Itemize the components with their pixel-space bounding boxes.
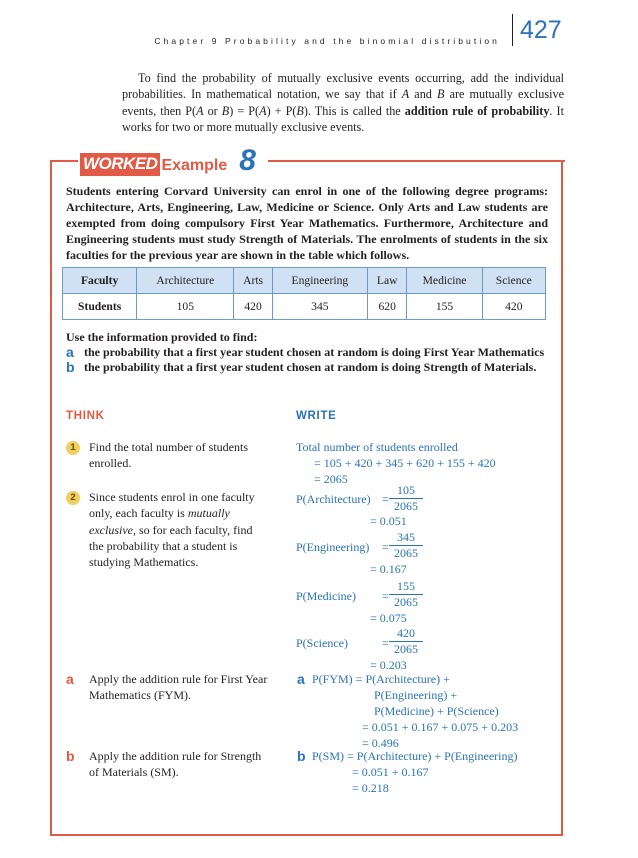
total-line-1: Total number of students enrolled bbox=[296, 440, 458, 454]
p-science-label: P(Science) bbox=[296, 636, 348, 650]
frame-top-right bbox=[268, 160, 565, 162]
fraction-medicine bbox=[388, 579, 424, 610]
table-cell: Law bbox=[367, 268, 406, 294]
fym-line-2: P(Engineering) + bbox=[374, 688, 458, 702]
denominator: 2065 bbox=[394, 499, 418, 513]
denominator: 2065 bbox=[394, 595, 418, 609]
table-cell: Medicine bbox=[407, 268, 482, 294]
p-medicine-label: P(Medicine) bbox=[296, 589, 356, 603]
table-row bbox=[63, 294, 546, 320]
sm-line-2: = 0.051 + 0.167 bbox=[352, 765, 429, 779]
table-cell: 345 bbox=[272, 294, 367, 320]
question-b bbox=[66, 360, 548, 375]
example-label: Example bbox=[161, 157, 228, 174]
table-cell: 105 bbox=[137, 294, 234, 320]
question-intro: Use the information provided to find: bbox=[66, 330, 258, 344]
table-cell: Architecture bbox=[137, 268, 234, 294]
numerator: 345 bbox=[397, 530, 415, 544]
fraction-science bbox=[388, 626, 424, 657]
science-result: = 0.203 bbox=[370, 658, 407, 672]
fym-line-3: P(Medicine) + P(Science) bbox=[374, 704, 499, 718]
row-label-students: Students bbox=[63, 294, 137, 320]
p-architecture-label: P(Architecture) bbox=[296, 492, 371, 506]
architecture-result: = 0.051 bbox=[370, 514, 407, 528]
table-cell: Science bbox=[482, 268, 545, 294]
step-2-text: Since students enrol in one faculty only, each faculty is mutually exclusive, so for each faculty, find the probability that a student is studying Mathematics. bbox=[89, 490, 255, 570]
question-a bbox=[66, 345, 548, 360]
sm-line-1: P(SM) = P(Architecture) + P(Engineering) bbox=[312, 749, 518, 763]
table-cell: 620 bbox=[367, 294, 406, 320]
table-cell: 420 bbox=[482, 294, 545, 320]
part-a-label: a bbox=[66, 344, 74, 361]
equals-sign: = bbox=[382, 540, 389, 554]
page-number: 427 bbox=[520, 16, 562, 44]
think-heading: THINK bbox=[66, 410, 105, 422]
write-heading: WRITE bbox=[296, 410, 337, 422]
question-a-text: the probability that a first year student chosen at random is doing First Year Mathematics bbox=[84, 345, 545, 360]
table-cell: Engineering bbox=[272, 268, 367, 294]
write-part-a-label: a bbox=[297, 671, 305, 687]
numerator: 155 bbox=[397, 579, 415, 593]
total-line-2: = 105 + 420 + 345 + 620 + 155 + 420 bbox=[314, 456, 496, 470]
frame-top-left bbox=[50, 160, 78, 162]
table-cell: 155 bbox=[407, 294, 482, 320]
intro-paragraph: To find the probability of mutually exclusive events occurring, add the individual probabilities. In mathematical notation, we say that if A and B are mutually exclusive events, then P(A or B) = P(A) + P(B). This is called the addition rule of probability. It works for two or more mutually exclusive events. bbox=[122, 71, 565, 135]
think-part-a-text: Apply the addition rule for First Year Mathematics (FYM). bbox=[89, 672, 268, 703]
fraction-architecture bbox=[388, 483, 424, 514]
step-1-badge: 1 bbox=[66, 441, 80, 455]
equals-sign: = bbox=[382, 589, 389, 603]
fym-line-1: P(FYM) = P(Architecture) + bbox=[312, 672, 450, 686]
equals-sign: = bbox=[382, 492, 389, 506]
addition-rule-term: addition rule of probability bbox=[404, 103, 550, 118]
question-b-text: the probability that a first year student chosen at random is doing Strength of Materials. bbox=[84, 360, 537, 375]
think-part-a-label: a bbox=[66, 671, 74, 687]
worked-label: WORKED bbox=[80, 153, 160, 176]
step-1-text: Find the total number of students enrolled. bbox=[89, 440, 248, 471]
engineering-result: = 0.167 bbox=[370, 562, 407, 576]
step-2-badge: 2 bbox=[66, 491, 80, 505]
write-part-b-label: b bbox=[297, 748, 306, 764]
table-cell: 420 bbox=[234, 294, 273, 320]
fraction-engineering bbox=[388, 530, 424, 561]
problem-statement: Students entering Corvard University can enrol in one of the following degree programs: Architecture, Arts, Engineering, Law, Medicine or Science. Only Arts and Law students are exempted from doing compulsory First Year Mathematics. Furthermore, Architecture and Engineering students must study Strength of Materials. The enrolments of students in the six faculties for the previous year are shown in the table which follows. bbox=[66, 184, 548, 263]
think-part-b-label: b bbox=[66, 748, 75, 764]
p-engineering-label: P(Engineering) bbox=[296, 540, 370, 554]
numerator: 105 bbox=[397, 483, 415, 497]
denominator: 2065 bbox=[394, 642, 418, 656]
fym-line-5: = 0.496 bbox=[362, 736, 399, 750]
medicine-result: = 0.075 bbox=[370, 611, 407, 625]
table-row bbox=[63, 268, 546, 294]
denominator: 2065 bbox=[394, 546, 418, 560]
numerator: 420 bbox=[397, 626, 415, 640]
header-divider bbox=[512, 14, 513, 46]
question-list bbox=[66, 330, 548, 376]
running-header: Chapter 9 Probability and the binomial distribution bbox=[154, 36, 500, 46]
fym-line-4: = 0.051 + 0.167 + 0.075 + 0.203 bbox=[362, 720, 519, 734]
think-part-b-text: Apply the addition rule for Strength of Materials (SM). bbox=[89, 749, 262, 780]
total-line-3: = 2065 bbox=[314, 472, 348, 486]
equals-sign: = bbox=[382, 636, 389, 650]
example-number: 8 bbox=[239, 144, 256, 177]
sm-line-3: = 0.218 bbox=[352, 781, 389, 795]
table-cell: Arts bbox=[234, 268, 273, 294]
worked-example-title bbox=[80, 146, 256, 176]
row-label-faculty: Faculty bbox=[63, 268, 137, 294]
part-b-label: b bbox=[66, 359, 75, 376]
enrolment-table bbox=[62, 267, 546, 320]
